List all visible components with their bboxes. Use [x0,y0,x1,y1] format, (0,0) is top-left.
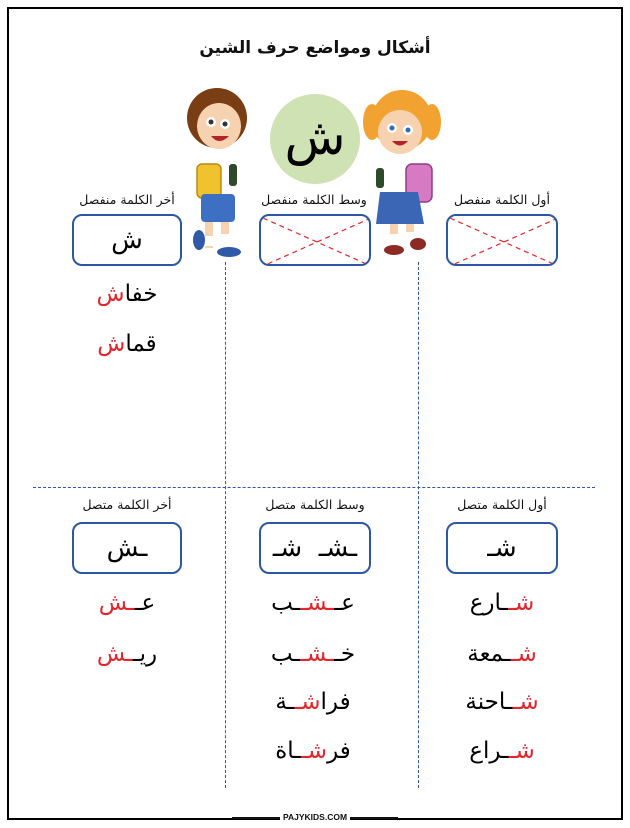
box-final-connected [72,522,182,574]
section-divider [33,487,595,488]
cross-mark-icon [261,216,371,266]
boy-illustration [183,84,253,260]
footer-brand: PAJYKIDS.COM [280,812,350,822]
box-final-separate [72,214,182,266]
main-letter: ش [284,108,346,166]
word-initial-connected-1: شــارع [469,590,535,616]
box-middle-separate [259,214,371,266]
glyph-final-connected: ـش [106,533,148,563]
label-middle-connected: وسط الكلمة متصل [265,497,365,512]
cross-mark-icon [448,216,558,266]
label-initial-connected: أول الكلمة متصل [457,497,547,512]
column-divider-right [418,262,419,788]
word-middle-connected-3: فراشــة [275,689,351,715]
word-initial-connected-4: شــراع [469,738,535,764]
box-middle-connected [259,522,371,574]
footer [0,810,630,824]
column-divider-left [225,262,226,788]
glyph-middle-connected: ـشـ شـ [272,533,358,563]
letter-circle [270,94,360,184]
girl-illustration [362,84,442,260]
label-middle-separate: وسط الكلمة منفصل [261,192,367,207]
word-middle-connected-2: خــشــب [270,641,356,667]
word-final-separate-1: خفاش [96,281,158,307]
glyph-initial-connected: شـ [487,533,517,563]
box-initial-connected [446,522,558,574]
word-final-connected-2: ريــش [96,641,158,667]
word-initial-connected-3: شــاحنة [465,689,539,715]
word-initial-connected-2: شــمعة [467,641,537,667]
word-middle-connected-4: فرشــاة [275,738,351,764]
word-final-connected-1: عــش [98,590,156,616]
label-final-separate: أخر الكلمة منفصل [79,192,175,207]
box-initial-separate [446,214,558,266]
word-final-separate-2: قماش [97,331,157,357]
glyph-final-separate: ش [111,225,143,255]
label-initial-separate: أول الكلمة منفصل [454,192,550,207]
page-title: أشكال ومواضع حرف الشين [199,38,431,58]
label-final-connected: أخر الكلمة متصل [82,497,172,512]
word-middle-connected-1: عــشــب [271,590,355,616]
